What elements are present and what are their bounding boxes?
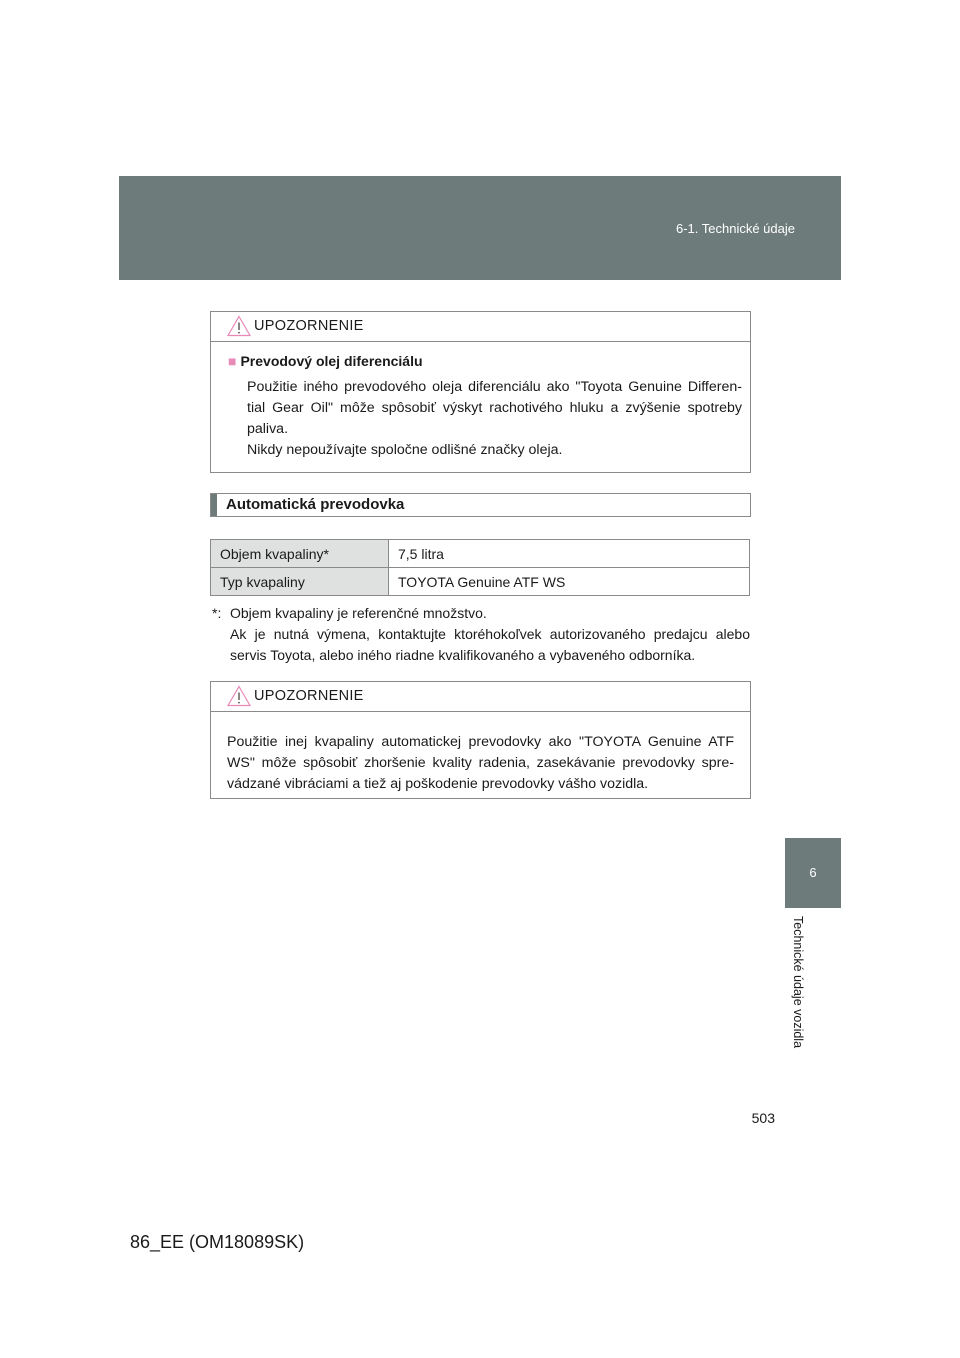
footnote [212, 603, 750, 666]
caution-title-bar [211, 312, 750, 342]
caution-subheading-text: Prevodový olej diferenciálu [240, 353, 423, 369]
table-key: Typ kvapaliny [211, 568, 389, 596]
table-value: TOYOTA Genuine ATF WS [389, 568, 750, 596]
footnote-mark: *: [212, 605, 222, 621]
table-value: 7,5 litra [389, 540, 750, 568]
caution-paragraph: Použitie iného prevodového oleja diferenciálu ako "Toyota Genuine Differen- tial Gear Oil" môže spôsobiť výskyt rachotivého hluku a zvýšenie spotreby paliva. [247, 379, 742, 437]
table-row [211, 568, 750, 596]
caution-title: UPOZORNENIE [254, 318, 364, 334]
footnote-line-1: Objem kvapaliny je referenčné množstvo. [230, 605, 487, 621]
footnote-line-2: Ak je nutná výmena, kontaktujte ktoréhokoľvek autorizovaného predajcu alebo servis Toyota, alebo iného riadne kvalifikovaného a vybaveného odborníka. [230, 626, 750, 663]
caution-box-differential [210, 311, 751, 473]
caution-paragraph: Použitie inej kvapaliny automatickej prevodovky ako "TOYOTA Genuine ATF WS" môže spôsobiť zhoršenie kvality radenia, zasekávanie prevodovky spre- vádzané vibráciami a tiež aj poškodenie prevodovky vášho vozidla. [227, 734, 734, 792]
page-number: 503 [751, 1110, 775, 1126]
section-heading [210, 493, 751, 517]
document-code: 86_EE (OM18089SK) [130, 1232, 305, 1252]
caution-subheading [228, 351, 742, 372]
warning-icon [227, 315, 251, 337]
chapter-number: 6 [809, 865, 817, 880]
caution-paragraph-2: Nikdy nepoužívajte spoločne odlišné značky oleja. [247, 442, 563, 458]
caution-title: UPOZORNENIE [254, 688, 364, 704]
chapter-tab [785, 838, 841, 908]
section-heading-text: Automatická prevodovka [226, 496, 405, 513]
section-title: 6-1. Technické údaje [675, 221, 795, 236]
table-row [211, 540, 750, 568]
warning-icon [227, 685, 251, 707]
caution-title-bar [211, 682, 750, 712]
square-bullet-icon: ■ [228, 353, 237, 369]
chapter-label: Technické údaje vozidla [791, 916, 805, 1049]
table-key: Objem kvapaliny* [211, 540, 389, 568]
section-heading-bar [211, 494, 217, 516]
header-band [119, 176, 841, 280]
caution-box-atf [210, 681, 751, 799]
spec-table [210, 539, 750, 596]
